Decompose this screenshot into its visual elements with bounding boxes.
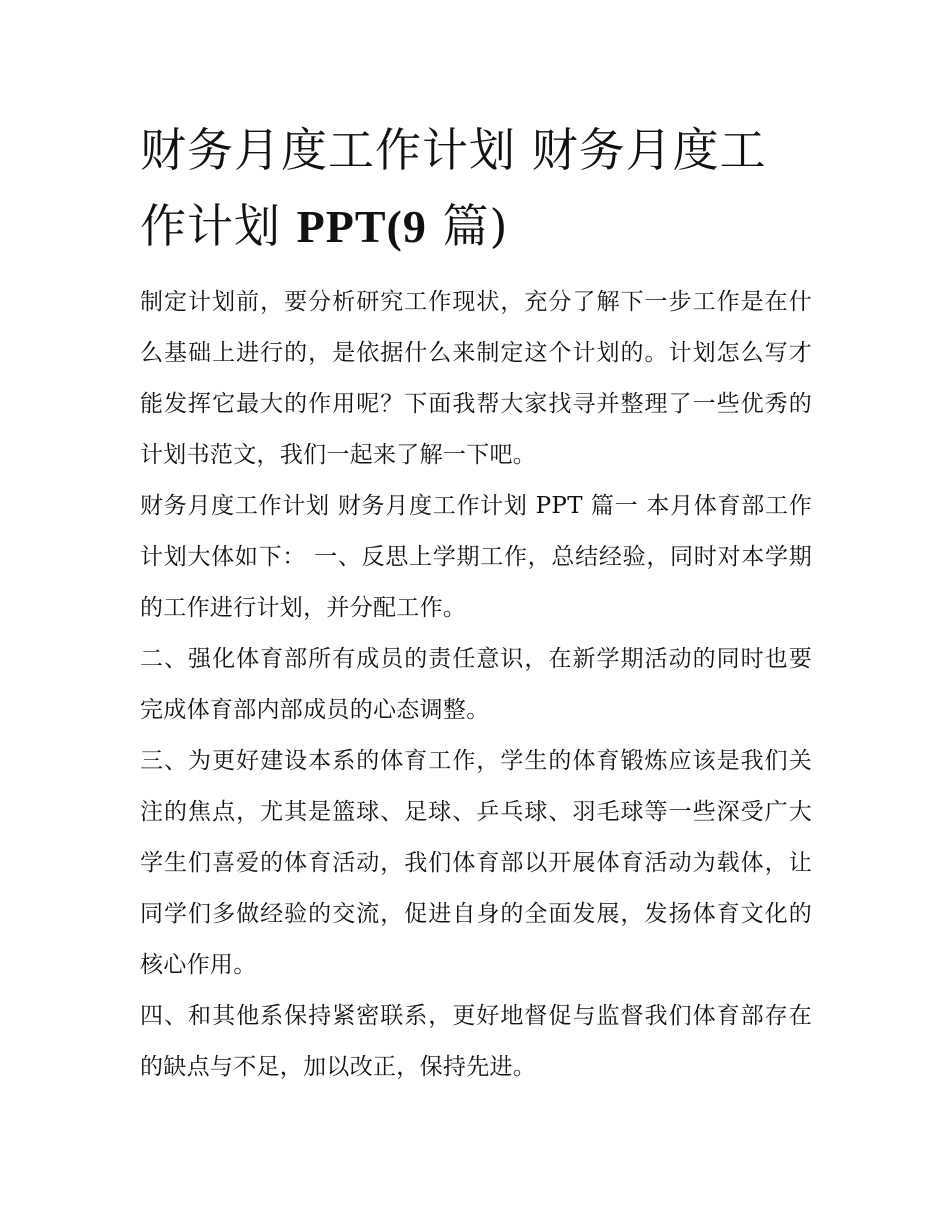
document-body	[140, 277, 812, 1093]
paragraph-section-3: 三、为更好建设本系的体育工作，学生的体育锻炼应该是我们关注的焦点，尤其是篮球、足球、乒乓球、羽毛球等一些深受广大学生们喜爱的体育活动，我们体育部以开展体育活动为载体，让同学们多做经验的交流，促进自身的全面发展，发扬体育文化的核心作用。	[140, 748, 812, 978]
paragraph-section-1: 财务月度工作计划 财务月度工作计划 PPT 篇一 本月体育部工作计划大体如下： 一、反思上学期工作，总结经验，同时对本学期的工作进行计划，并分配工作。	[140, 493, 812, 621]
title-text-count: 篇)	[426, 199, 509, 253]
paragraph-section-4: 四、和其他系保持紧密联系，更好地督促与监督我们体育部存在的缺点与不足，加以改正，保持先进。	[140, 1003, 812, 1080]
paragraph-intro: 制定计划前，要分析研究工作现状，充分了解下一步工作是在什么基础上进行的，是依据什么来制定这个计划的。计划怎么写才能发挥它最大的作用呢？下面我帮大家找寻并整理了一些优秀的计划书范文，我们一起来了解一下吧。	[140, 289, 812, 468]
title-text-cn: 财务月度工作计划 财务月度工作计划	[140, 123, 767, 253]
document-page	[140, 112, 812, 1093]
title-text-ppt: PPT(9	[296, 201, 427, 252]
paragraph-section-2: 二、强化体育部所有成员的责任意识，在新学期活动的同时也要完成体育部内部成员的心态调整。	[140, 646, 812, 723]
document-title	[140, 112, 812, 265]
